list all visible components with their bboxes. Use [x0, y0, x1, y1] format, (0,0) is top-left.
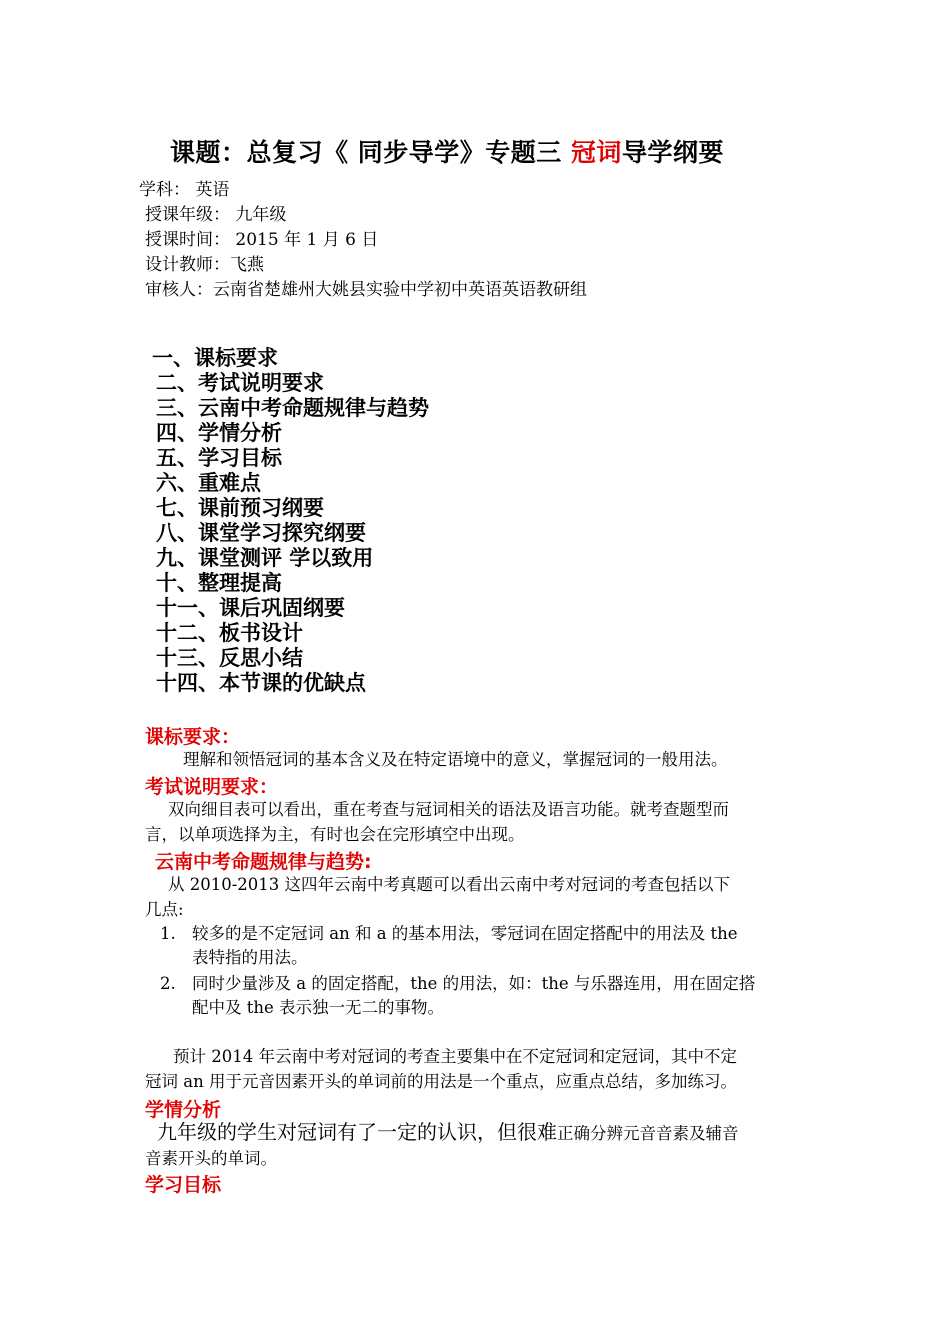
outline-item: 七、课前预习纲要	[156, 496, 324, 520]
paragraph-line: 冠词 an 用于元音因素开头的单词前的用法是一个重点，应重点总结，多加练习。	[145, 1072, 737, 1091]
paragraph-line: 理解和领悟冠词的基本含义及在特定语境中的意义，掌握冠词的一般用法。	[183, 750, 728, 769]
list-number: 1.	[160, 924, 176, 943]
title-prefix: 课题：总复习《 同步导学》专题三	[170, 138, 571, 167]
learner-small-text: 正确分辨元音音素及辅音	[557, 1124, 739, 1143]
outline-item: 八、课堂学习探究纲要	[156, 521, 366, 545]
meta-reviewer: 审核人：云南省楚雄州大姚县实验中学初中英语英语教研组	[145, 280, 587, 300]
title-highlight: 冠词	[570, 138, 622, 167]
outline-item: 十一、课后巩固纲要	[156, 596, 345, 620]
outline-item: 四、学情分析	[156, 421, 282, 445]
outline-list	[152, 346, 429, 696]
paragraph-line: 音素开头的单词。	[145, 1149, 277, 1168]
outline-item: 十、整理提高	[156, 571, 282, 595]
trend-text	[145, 872, 730, 922]
outline-item: 一、课标要求	[152, 346, 278, 370]
section-heading-goals: 学习目标	[145, 1174, 222, 1196]
list-line: 配中及 the 表示独一无二的事物。	[192, 998, 445, 1017]
section-heading-curriculum: 课标要求：	[145, 726, 241, 748]
document-title	[170, 133, 724, 169]
forecast-text	[145, 1044, 737, 1094]
title-suffix: 导学纲要	[621, 138, 724, 167]
exam-text	[145, 797, 729, 847]
learner-text	[145, 1120, 739, 1171]
list-line: 较多的是不定冠词 an 和 a 的基本用法，零冠词在固定搭配中的用法及 the	[192, 924, 738, 943]
outline-item: 六、重难点	[156, 471, 261, 495]
outline-item: 十二、板书设计	[156, 621, 303, 645]
learner-big-text: 九年级的学生对冠词有了一定的认识，但很难	[157, 1120, 557, 1144]
meta-teacher: 设计教师：飞燕	[145, 255, 264, 275]
section-heading-trend: 云南中考命题规律与趋势:	[155, 851, 372, 873]
meta-subject: 学科： 英语	[139, 180, 230, 200]
section-heading-learner: 学情分析	[145, 1099, 222, 1121]
list-line: 同时少量涉及 a 的固定搭配，the 的用法，如：the 与乐器连用，用在固定搭	[192, 974, 756, 993]
outline-item: 九、课堂测评 学以致用	[156, 546, 374, 570]
paragraph-line: 预计 2014 年云南中考对冠词的考查主要集中在不定冠词和定冠词，其中不定	[173, 1047, 737, 1066]
paragraph-line: 双向细目表可以看出，重在考查与冠词相关的语法及语言功能。就考查题型而	[168, 800, 729, 819]
trend-list	[160, 922, 755, 1022]
outline-item: 三、云南中考命题规律与趋势	[156, 396, 429, 420]
paragraph-line: 言，以单项选择为主，有时也会在完形填空中出现。	[145, 825, 525, 844]
list-item	[160, 972, 755, 1020]
meta-date: 授课时间： 2015 年 1 月 6 日	[145, 230, 379, 250]
list-item	[160, 922, 755, 970]
list-number: 2.	[160, 974, 176, 993]
curriculum-text	[183, 747, 728, 772]
outline-item: 二、考试说明要求	[156, 371, 324, 395]
outline-item: 五、学习目标	[156, 446, 282, 470]
meta-grade: 授课年级： 九年级	[145, 205, 287, 225]
section-heading-exam: 考试说明要求：	[145, 776, 279, 798]
outline-item: 十四、本节课的优缺点	[156, 671, 366, 695]
outline-item: 十三、反思小结	[156, 646, 303, 670]
list-line: 表特指的用法。	[192, 948, 308, 967]
paragraph-line: 从 2010-2013 这四年云南中考真题可以看出云南中考对冠词的考查包括以下	[168, 875, 731, 894]
paragraph-line: 几点:	[145, 900, 184, 919]
